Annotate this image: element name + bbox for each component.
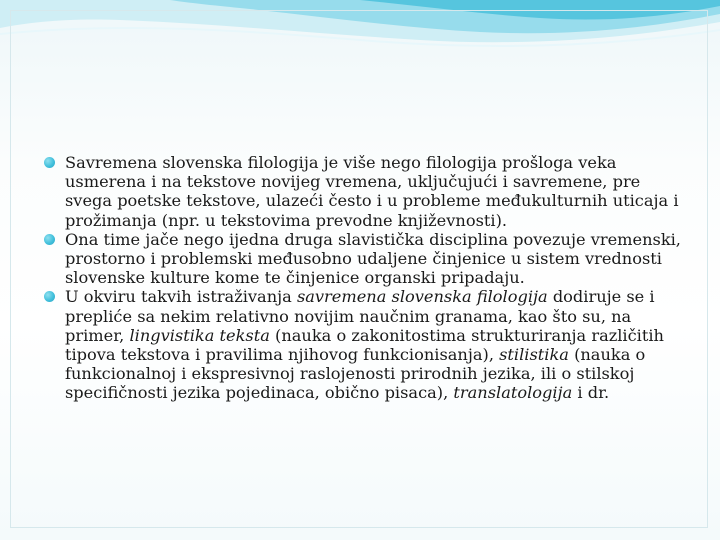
bullet-dot-icon: [44, 291, 55, 302]
bullet-text: [65, 153, 679, 230]
bullet-item: [44, 230, 684, 288]
italic-term: stilistika: [499, 345, 569, 365]
text-segment: Savremena slovenska filologija je više nego filologija prošloga veka usmerena i na tekstove novijeg vremena, uključujući i savremene, pre svega poetske tekstove, ulazeći često i u probleme međukulturnih uticaja i prožimanja (npr. u tekstovima prevodne književnosti).: [65, 153, 679, 230]
italic-term: translatologija: [453, 383, 573, 403]
text-segment: dodiruje se i preplić‌e sa nekim relativno novijim naučnim granama, kao što su, na primer,: [65, 287, 655, 345]
text-segment: Ona time jače nego ijedna druga slavistička disciplina povezuje vremenski, prostorno i problemski međusobno udaljene činjenice u sistem vrednosti slovenske kulture kome te činjenice organski pripadaju.: [65, 229, 681, 288]
text-segment: i dr.: [572, 383, 610, 403]
header-wave-decoration: [0, 0, 720, 80]
bullet-dot-icon: [44, 234, 55, 245]
italic-term: lingvistika teksta: [129, 325, 270, 345]
italic-term: savremena slovenska filologija: [296, 287, 548, 307]
bullet-list: [44, 153, 684, 403]
bullet-item: [44, 287, 684, 402]
text-segment: U okviru takvih istraživanja: [65, 287, 297, 307]
bullet-text: [65, 230, 681, 287]
text-segment: (nauka o zakonitostima strukturiranja različitih tipova tekstova i pravilima njihovog funkcionisanja),: [65, 325, 664, 365]
bullet-item: [44, 153, 684, 230]
bullet-text: [65, 287, 664, 402]
text-segment: (nauka o funkcionalnoj i ekspresivnoj raslojenosti prirodnih jezika, ili o stilskoj specifičnosti jezika pojedinaca, obično pisaca),: [65, 345, 646, 403]
bullet-dot-icon: [44, 157, 55, 168]
